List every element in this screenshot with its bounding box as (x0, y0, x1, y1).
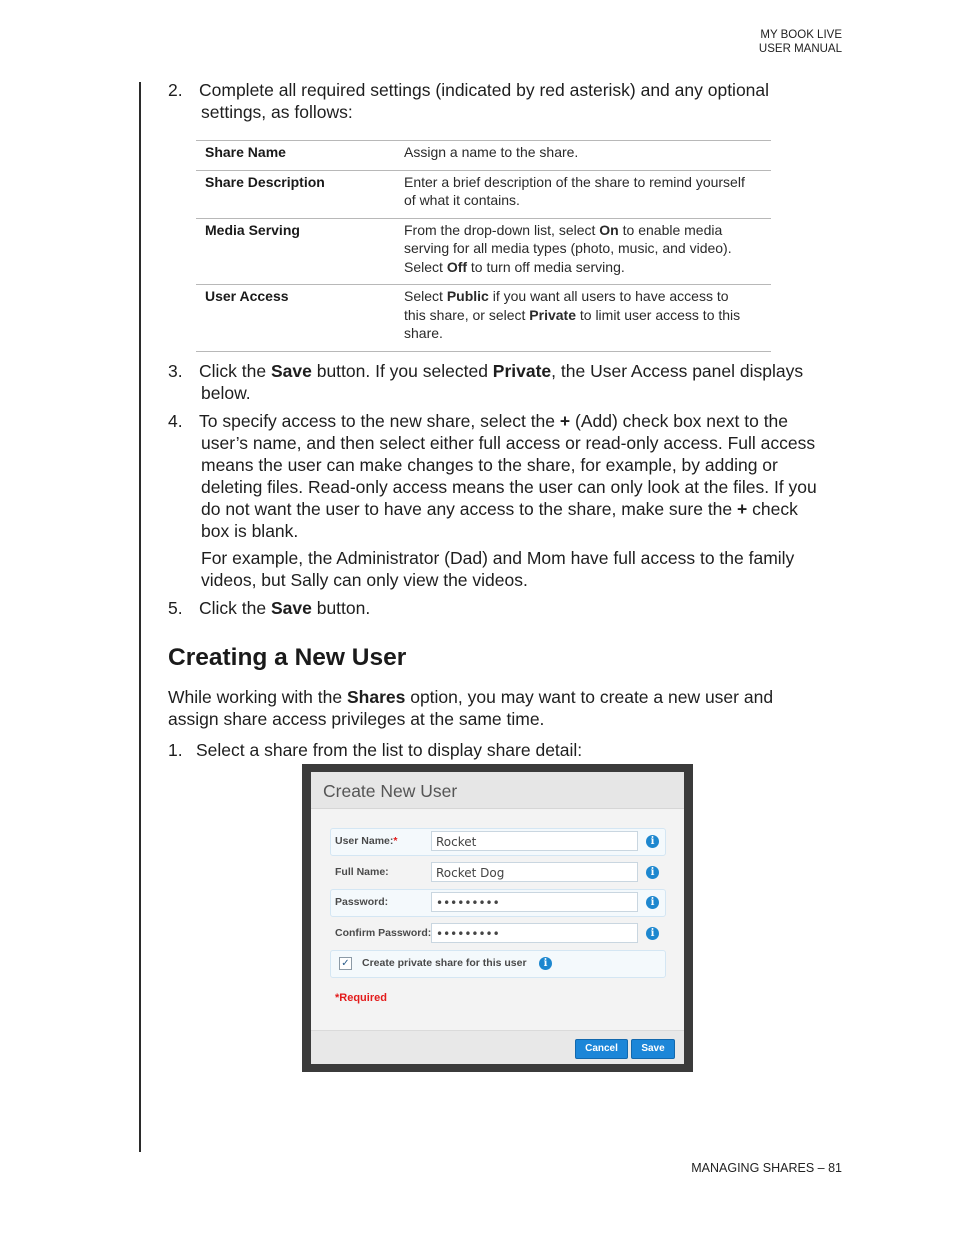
info-icon[interactable]: i (646, 835, 659, 848)
bold-text: Private (492, 361, 552, 381)
password-label: Password: (335, 896, 389, 908)
full-name-row (330, 859, 666, 887)
info-icon[interactable]: i (646, 866, 659, 879)
text: Enter a brief description of the share to remind yourself (404, 173, 745, 190)
step-number: 3. (168, 361, 183, 381)
footer-section: MANAGING SHARES (691, 1161, 815, 1175)
step-4-line-6: box is blank. (201, 521, 299, 541)
step-5 (168, 597, 858, 619)
setting-description (395, 285, 771, 352)
private-share-checkbox[interactable]: ✓ (339, 957, 352, 970)
step-number: 1. (168, 740, 183, 760)
step-number: 4. (168, 411, 183, 431)
text: Click the (199, 598, 271, 618)
text: , the User Access panel displays (551, 361, 804, 381)
confirm-password-label: Confirm Password: (335, 927, 432, 939)
full-name-label: Full Name: (335, 866, 389, 878)
private-share-label: Create private share for this user (362, 957, 527, 969)
text: check (747, 499, 798, 519)
text: to enable media (618, 221, 723, 238)
bold-text: + (559, 411, 571, 431)
running-header (759, 28, 842, 56)
text: this share, or select (404, 306, 530, 323)
page-footer (691, 1161, 842, 1175)
step-3-line-2: below. (201, 383, 251, 403)
text: button. If you selected (311, 361, 493, 381)
text: From the drop-down list, select (404, 221, 600, 238)
setting-name: Share Name (205, 144, 286, 160)
margin-bar (139, 82, 141, 1152)
text: option, you may want to create a new user and (405, 687, 774, 707)
required-note: *Required (335, 992, 387, 1004)
description-line (404, 173, 765, 192)
description-line (404, 239, 765, 258)
bold-text: On (599, 221, 619, 238)
full-name-input[interactable]: Rocket Dog (431, 862, 638, 882)
dialog-title: Create New User (323, 781, 458, 801)
text: share. (404, 325, 443, 341)
settings-row (196, 141, 771, 171)
page-number: 81 (828, 1161, 842, 1175)
required-asterisk: * (393, 835, 398, 847)
cancel-button[interactable]: Cancel (575, 1039, 628, 1059)
step-4 (168, 410, 858, 542)
dialog-titlebar (311, 772, 684, 809)
example-line-2: videos, but Sally can only view the videos. (201, 570, 528, 590)
step-5-line (168, 597, 858, 619)
settings-row (196, 218, 771, 285)
text: serving for all media types (photo, music, and video). (404, 240, 732, 256)
step-1-text: Select a share from the list to display share detail: (196, 740, 583, 760)
step-4-line-2: user’s name, and then select either full access or read-only access. Full access (201, 433, 816, 453)
header-line-1: MY BOOK LIVE (760, 29, 842, 41)
user-name-label: User Name: (335, 835, 394, 847)
setting-name: User Access (196, 285, 395, 352)
setting-description (395, 141, 771, 171)
description-line (404, 324, 765, 343)
step-number: 5. (168, 598, 183, 618)
text: Assign a name to the share. (404, 144, 579, 160)
step-4-line-5 (168, 498, 858, 520)
bold-text: Save (270, 361, 312, 381)
info-icon[interactable]: i (646, 927, 659, 940)
text: Click the (199, 361, 271, 381)
description-line (404, 306, 765, 325)
setting-description (395, 218, 771, 285)
step-2 (168, 79, 848, 123)
text: To specify access to the new share, select the (199, 411, 560, 431)
settings-row (196, 170, 771, 218)
step-4-line-1 (168, 410, 858, 432)
intro-line-2: assign share access privileges at the same time. (168, 709, 545, 729)
step-3 (168, 360, 858, 404)
text: to turn off media serving. (467, 258, 625, 275)
description-line (404, 221, 765, 240)
create-user-dialog (311, 772, 684, 1063)
info-icon[interactable]: i (646, 896, 659, 909)
user-name-row (330, 828, 666, 856)
step-number: 2. (168, 80, 183, 100)
text: Select (404, 288, 447, 304)
bold-text: Off (446, 258, 468, 275)
bold-text: + (737, 499, 748, 519)
setting-name: Media Serving (196, 218, 395, 285)
step-1 (168, 739, 858, 761)
setting-description (395, 170, 771, 218)
bold-text: Public (446, 288, 489, 304)
step-2-line-2: settings, as follows: (201, 102, 353, 122)
step-4-line-4: deleting files. Read-only access means the user can only look at the files. If you (201, 477, 817, 497)
intro-paragraph (168, 686, 858, 730)
text: of what it contains. (404, 192, 520, 208)
example-line-1: For example, the Administrator (Dad) and Mom have full access to the family (201, 548, 795, 568)
bold-text: Private (529, 306, 576, 323)
text: (Add) check box next to the (570, 411, 789, 431)
text: While working with the (168, 687, 347, 707)
description-line (404, 287, 765, 306)
description-line (404, 258, 765, 277)
text: button. (311, 598, 371, 618)
step-3-line-1 (168, 360, 858, 382)
settings-table (196, 140, 771, 352)
description-line (404, 191, 765, 210)
confirm-password-row (330, 920, 666, 948)
save-button[interactable]: Save (631, 1039, 675, 1059)
private-share-row (330, 950, 666, 978)
user-name-input[interactable]: Rocket (431, 831, 638, 851)
section-title: Creating a New User (168, 644, 407, 671)
example-paragraph (201, 547, 861, 591)
password-row (330, 889, 666, 917)
footer-separator: – (814, 1161, 829, 1175)
step-2-line-1: Complete all required settings (indicated by red asterisk) and any optional (199, 80, 770, 100)
bold-text: Save (270, 598, 312, 618)
info-icon[interactable]: i (539, 957, 552, 970)
text: if you want all users to have access to (488, 288, 729, 304)
header-line-2: USER MANUAL (758, 43, 842, 55)
step-4-line-3: means the user can make changes to the share, for example, by adding or (201, 455, 778, 475)
setting-name: Share Description (196, 170, 395, 218)
description-line (404, 143, 765, 162)
field-label (335, 835, 397, 847)
text: to limit user access to this (575, 306, 741, 323)
dialog-button-bar (311, 1030, 684, 1064)
confirm-password-input[interactable]: ••••••••• (431, 923, 638, 943)
bold-text: Shares (346, 687, 406, 707)
password-input[interactable]: ••••••••• (431, 892, 638, 912)
text: Select (404, 258, 447, 275)
text: do not want the user to have any access to the share, make sure the (201, 499, 738, 519)
intro-line-1 (168, 686, 858, 708)
settings-row (196, 285, 771, 352)
